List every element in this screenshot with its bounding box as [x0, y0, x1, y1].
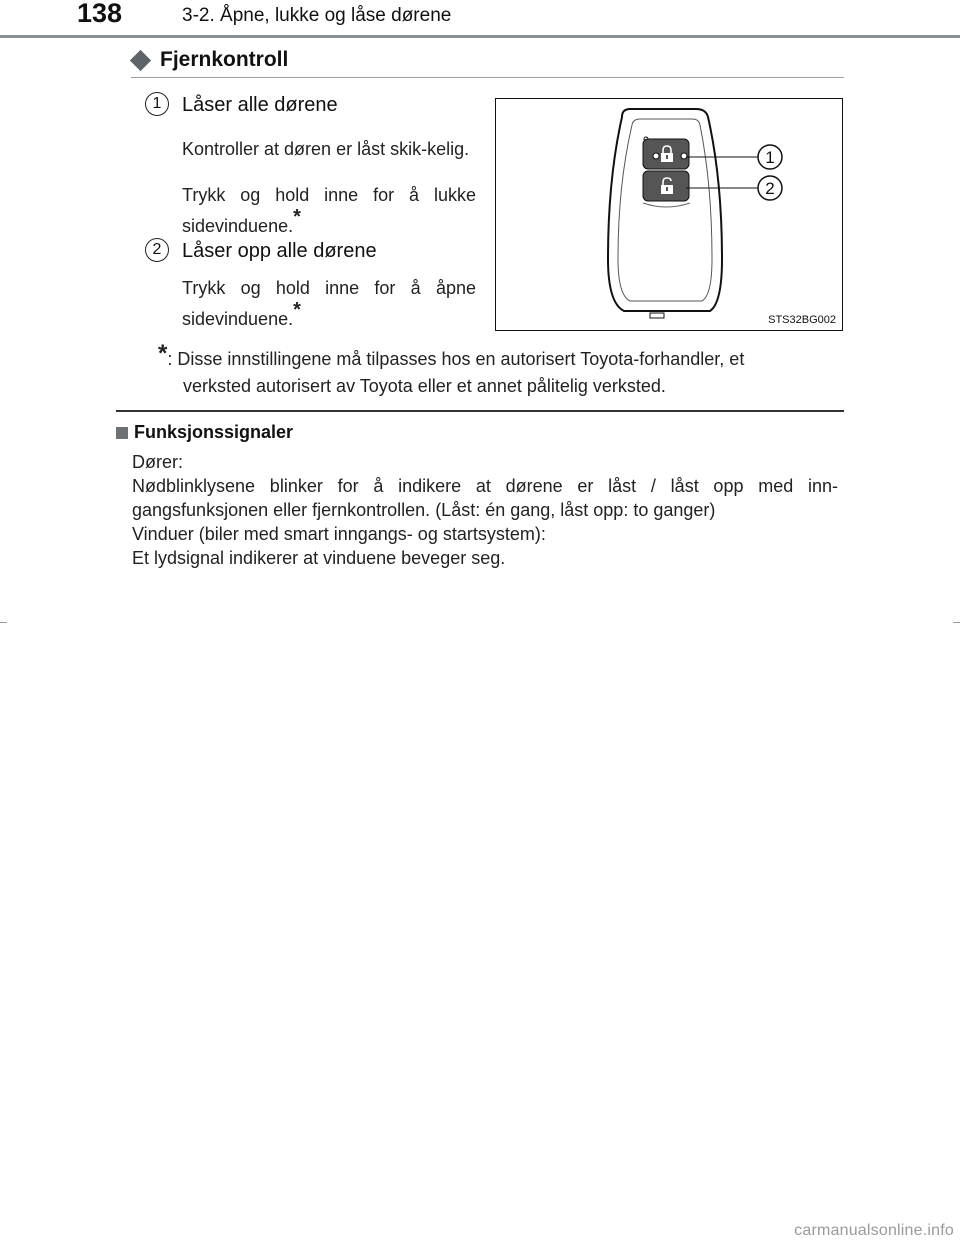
fob-key-slot [650, 313, 664, 318]
signals-line-5: Et lydsignal indikerer at vinduene beveger seg. [132, 548, 506, 568]
footnote-star: * [158, 340, 168, 367]
crop-mark-left [0, 622, 7, 623]
watermark: carmanualsonline.info [794, 1222, 954, 1239]
item-1-text-2 [182, 184, 476, 237]
section-divider [116, 410, 844, 412]
item-1-footnote-star: * [293, 206, 301, 228]
signals-line-1: Dører: [132, 452, 183, 472]
callout-1-label: 1 [765, 148, 775, 167]
item-1-text-1: Kontroller at døren er låst skik-kelig. [182, 139, 470, 159]
square-bullet-icon [116, 427, 128, 439]
section-heading [131, 48, 288, 72]
item-2-footnote-star: * [293, 299, 301, 321]
item-2-text-1-body: Trykk og hold inne for å åpne sidevinduene. [182, 278, 476, 329]
chapter-title: 3-2. Åpne, lukke og låse dørene [182, 5, 452, 26]
item-2-text-1 [182, 277, 476, 330]
figure-code: STS32BG002 [768, 314, 836, 326]
signals-heading [116, 422, 293, 443]
item-2-badge: 2 [145, 238, 169, 262]
footnote-line-1: : Disse innstillingene må tilpasses hos en autorisert Toyota-forhandler, et [167, 349, 745, 369]
diamond-bullet-icon [130, 49, 151, 70]
key-fob-illustration [496, 99, 842, 330]
signals-title: Funksjonssignaler [134, 422, 294, 442]
signals-line-2: Nødblinklysene blinker for å indikere at dørene er låst / låst opp med inn- [132, 476, 838, 496]
signals-line-4: Vinduer (biler med smart inngangs- og startsystem): [132, 524, 546, 544]
callout-2-label: 2 [765, 179, 775, 198]
crop-mark-right [953, 622, 960, 623]
page-number: 138 [77, 0, 123, 28]
fob-lower-panel [643, 203, 690, 207]
header-rule [0, 35, 960, 38]
section-title: Fjernkontroll [160, 48, 289, 71]
footnote [158, 340, 844, 400]
footnote-line-2: verksted autorisert av Toyota eller et annet pålitelig verksted. [183, 376, 666, 396]
signals-body [132, 450, 838, 570]
item-2-title: Låser opp alle dørene [182, 240, 377, 262]
section-rule [131, 77, 844, 78]
item-1-title: Låser alle dørene [182, 94, 338, 116]
signals-line-3: gangsfunksjonen eller fjernkontrollen. (Låst: én gang, låst opp: to ganger) [132, 500, 716, 520]
button-indicator-right [681, 153, 687, 159]
item-1-text-2-body: Trykk og hold inne for å lukke sidevinduene. [182, 185, 476, 236]
key-fob-figure [495, 98, 843, 331]
item-1-badge: 1 [145, 92, 169, 116]
button-indicator-left [653, 153, 659, 159]
